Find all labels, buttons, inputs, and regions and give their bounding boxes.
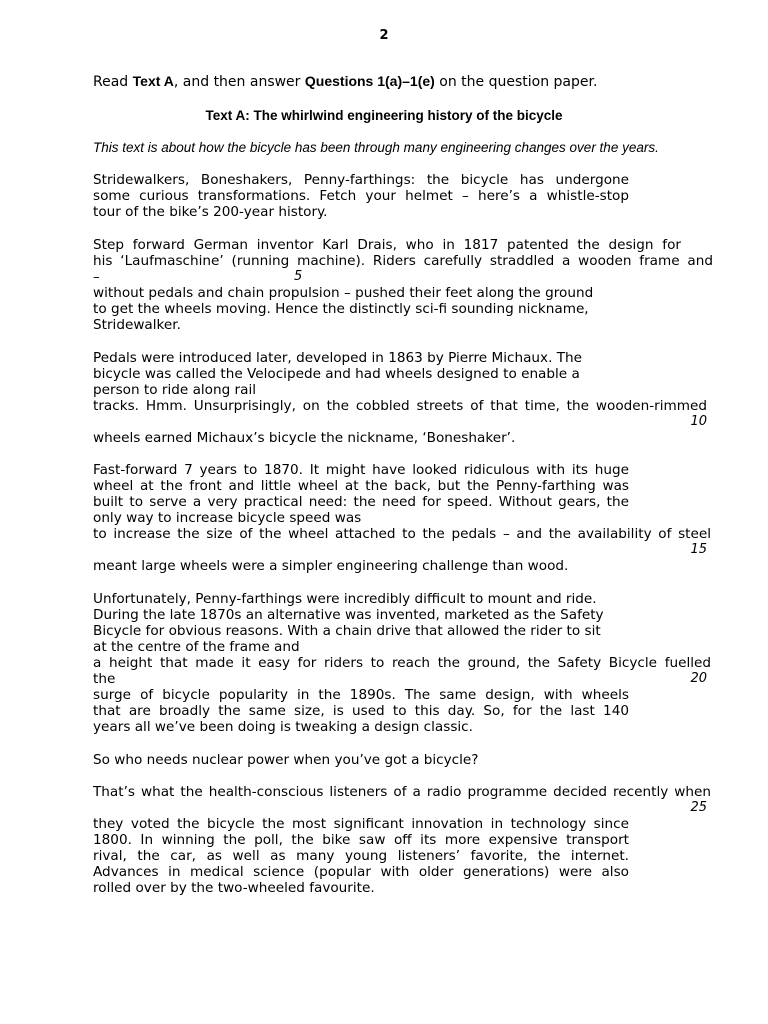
questions-reference: Questions 1(a)–1(e) (304, 73, 435, 89)
text-line: So who needs nuclear power when you’ve got a bicycle? (93, 752, 479, 768)
line-number: 10 (690, 414, 707, 429)
text-line: Bicycle for obvious reasons. With a chain drive that allowed the rider to sit (93, 623, 601, 639)
text-line: bicycle was called the Velocipede and had wheels designed to enable a (93, 366, 580, 382)
text-line: that are broadly the same size, is used to this day. So, for the last 140 (93, 703, 629, 719)
text-line: the (93, 671, 116, 687)
text-line: meant large wheels were a simpler engineering challenge than wood. (93, 558, 569, 574)
text-line: his ‘Laufmaschine’ (running machine). Riders carefully straddled a wooden frame and (93, 253, 713, 269)
text-line: a height that made it easy for riders to reach the ground, the Safety Bicycle fuelled (93, 655, 711, 671)
text-line: some curious transformations. Fetch your helmet – here’s a whistle-stop (93, 188, 629, 204)
text-line: Advances in medical science (popular with older generations) were also (93, 864, 629, 880)
text-line: years all we’ve been doing is tweaking a design classic. (93, 719, 473, 735)
instruction-pre: Read (93, 74, 133, 90)
line-number: 25 (690, 800, 707, 815)
text-line: Stridewalker. (93, 317, 181, 333)
text-line: – (93, 269, 100, 285)
text-line: to increase the size of the wheel attached to the pedals – and the availability of steel (93, 526, 711, 542)
text-line: to get the wheels moving. Hence the distinctly sci-fi sounding nickname, (93, 301, 589, 317)
text-line: rolled over by the two-wheeled favourite. (93, 880, 375, 896)
text-line: they voted the bicycle the most significant innovation in technology since (93, 816, 629, 832)
text-line: tour of the bike’s 200-year history. (93, 204, 328, 220)
text-line: at the centre of the frame and (93, 639, 300, 655)
text-line: Stridewalkers, Boneshakers, Penny-farthings: the bicycle has undergone (93, 172, 629, 188)
text-title: Text A: The whirlwind engineering history of the bicycle (205, 108, 563, 123)
text-line: surge of bicycle popularity in the 1890s. The same design, with wheels (93, 687, 629, 703)
text-line: wheels earned Michaux’s bicycle the nickname, ‘Boneshaker’. (93, 430, 516, 446)
text-line: without pedals and chain propulsion – pushed their feet along the ground (93, 285, 594, 301)
text-line: Pedals were introduced later, developed in 1863 by Pierre Michaux. The (93, 350, 582, 366)
text-line: That’s what the health-conscious listeners of a radio programme decided recently when (93, 784, 711, 800)
text-line: Step forward German inventor Karl Drais, who in 1817 patented the design for (93, 237, 681, 253)
text-intro: This text is about how the bicycle has been through many engineering changes over the years. (93, 140, 659, 155)
text-line: Unfortunately, Penny-farthings were incredibly difficult to mount and ride. (93, 591, 597, 607)
line-number: 5 (294, 269, 303, 284)
page-number: 2 (379, 28, 389, 43)
line-number: 15 (690, 542, 707, 557)
text-line: During the late 1870s an alternative was invented, marketed as the Safety (93, 607, 604, 623)
text-line: rival, the car, as well as many young listeners’ favorite, the internet. (93, 848, 629, 864)
text-line: only way to increase bicycle speed was (93, 510, 362, 526)
text-line: tracks. Hmm. Unsurprisingly, on the cobbled streets of that time, the wooden-rimmed (93, 398, 707, 414)
text-line: person to ride along rail (93, 382, 257, 398)
text-line: wheel at the front and little wheel at the back, but the Penny-farthing was (93, 478, 629, 494)
text-line: built to serve a very practical need: the need for speed. Without gears, the (93, 494, 629, 510)
text-line: Fast-forward 7 years to 1870. It might have looked ridiculous with its huge (93, 462, 629, 478)
line-number: 20 (690, 671, 707, 686)
instruction-post: on the question paper. (434, 74, 598, 90)
instruction-line (93, 73, 597, 90)
text-reference: Text A (132, 73, 174, 89)
text-line: 1800. In winning the poll, the bike saw off its more expensive transport (93, 832, 629, 848)
instruction-mid: , and then answer (173, 74, 305, 90)
